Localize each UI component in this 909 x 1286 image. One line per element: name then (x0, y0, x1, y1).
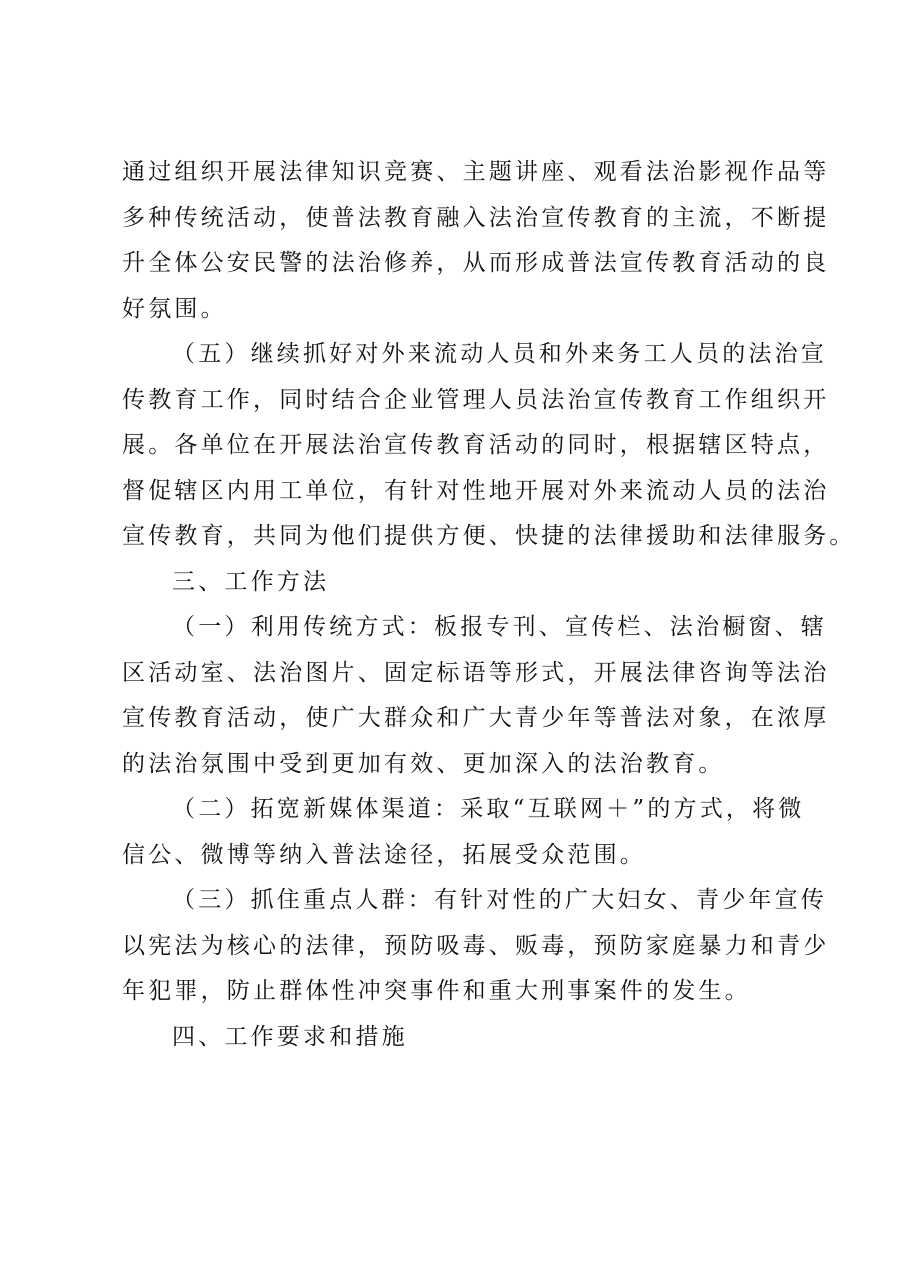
text-line: （三）抓住重点人群：有针对性的广大妇女、青少年宣传 (172, 887, 827, 913)
text-line: 督促辖区内用工单位，有针对性地开展对外来流动人员的法治 (122, 477, 830, 504)
text-line: 区活动室、法治图片、固定标语等形式，开展法律咨询等法治 (122, 659, 830, 686)
text-line: 通过组织开展法律知识竞赛、主题讲座、观看法治影视作品等 (122, 159, 830, 185)
text-line: （五）继续抓好对外来流动人员和外来务工人员的法治宣 (172, 341, 827, 367)
text-line: 宣传教育活动，使广大群众和广大青少年等普法对象，在浓厚 (122, 705, 830, 731)
text-line: 信公、微博等纳入普法途径，拓展受众范围。 (122, 841, 646, 868)
section-heading: 四、工作要求和措施 (172, 1023, 408, 1050)
text-line: 升全体公安民警的法治修养，从而形成普法宣传教育活动的良 (122, 250, 830, 276)
text-line: （二）拓宽新媒体渠道：采取“互联网＋”的方式，将微 (172, 796, 805, 822)
text-line: 年犯罪，防止群体性冲突事件和重大刑事案件的发生。 (122, 978, 751, 1004)
text-line: 好氛围。 (122, 295, 227, 322)
text-line: 宣传教育，共同为他们提供方便、快捷的法律援助和法律服务。 (122, 523, 856, 549)
text-line: 传教育工作，同时结合企业管理人员法治宣传教育工作组织开 (122, 386, 830, 413)
text-line: 以宪法为核心的法律，预防吸毒、贩毒，预防家庭暴力和青少 (122, 932, 830, 959)
text-line: （一）利用传统方式：板报专刊、宣传栏、法治橱窗、辖 (172, 614, 827, 640)
text-line: 多种传统活动，使普法教育融入法治宣传教育的主流，不断提 (122, 204, 830, 231)
section-heading: 三、工作方法 (172, 568, 330, 595)
text-line: 的法治氛围中受到更加有效、更加深入的法治教育。 (122, 750, 725, 777)
text-line: 展。各单位在开展法治宣传教育活动的同时，根据辖区特点， (122, 432, 830, 458)
document-body (122, 150, 856, 1060)
